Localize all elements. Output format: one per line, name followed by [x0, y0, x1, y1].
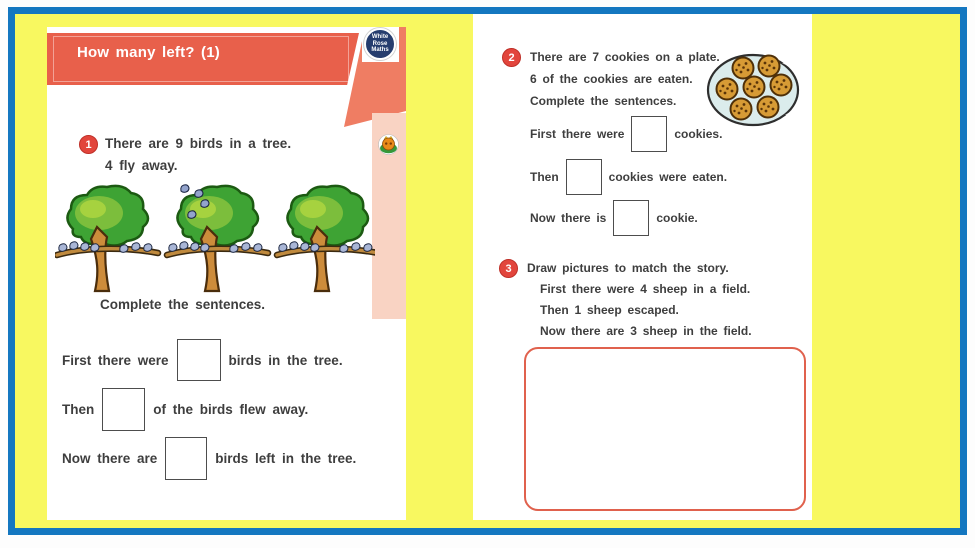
- sentence-after: of the birds flew away.: [153, 402, 309, 417]
- sentence-before: First there were: [530, 127, 625, 141]
- instruction-text: Complete the sentences.: [100, 297, 266, 312]
- logo-line: White: [371, 34, 389, 41]
- sentence-row: [62, 388, 308, 431]
- white-rose-maths-logo: [362, 27, 399, 62]
- sentence-before: Then: [62, 402, 95, 417]
- answer-box[interactable]: [613, 200, 649, 236]
- answer-box[interactable]: [165, 437, 207, 480]
- drawing-area[interactable]: [524, 347, 806, 511]
- question-number: 1: [85, 138, 92, 151]
- question1-line1: There are 9 birds in a tree.: [105, 136, 292, 151]
- answer-box[interactable]: [177, 339, 221, 381]
- question-number-badge: [499, 259, 518, 278]
- mascot-icon: [378, 134, 399, 155]
- sentence-row: [62, 339, 343, 381]
- question3-story-line: Now there are 3 sheep in the field.: [540, 324, 752, 338]
- sentence-after: cookies.: [674, 127, 723, 141]
- question-number: 3: [505, 262, 512, 275]
- question3-prompt: Draw pictures to match the story.: [527, 261, 729, 275]
- sentence-after: cookies were eaten.: [608, 170, 728, 184]
- sentence-before: Now there are: [62, 451, 158, 466]
- sentence-row: [62, 437, 356, 480]
- question2-line2: 6 of the cookies are eaten.: [530, 72, 693, 86]
- question-number: 2: [508, 51, 515, 64]
- question2-line3: Complete the sentences.: [530, 94, 677, 108]
- question3-story-line: Then 1 sheep escaped.: [540, 303, 679, 317]
- answer-box[interactable]: [631, 116, 667, 152]
- worksheet-page-right: [473, 14, 812, 520]
- sentence-before: Now there is: [530, 211, 607, 225]
- sentence-after: birds in the tree.: [228, 352, 343, 368]
- page-title: How many left? (1): [77, 44, 220, 61]
- logo-line: Rose: [372, 40, 388, 47]
- worksheet-page-left: [47, 27, 406, 520]
- logo-line: Maths: [371, 47, 389, 54]
- sentence-after: cookie.: [656, 211, 698, 225]
- question3-story-line: First there were 4 sheep in a field.: [540, 282, 751, 296]
- question-number-badge: [502, 48, 521, 67]
- answer-box[interactable]: [102, 388, 145, 431]
- trees-illustration: [55, 183, 375, 302]
- logo-text: [371, 34, 388, 54]
- question-number-badge: [79, 135, 98, 154]
- question1-line2: 4 fly away.: [105, 158, 178, 173]
- sentence-row: [530, 200, 698, 236]
- question2-line1: There are 7 cookies on a plate.: [530, 50, 720, 64]
- sentence-before: Then: [530, 170, 559, 184]
- sentence-row: [530, 116, 722, 152]
- answer-box[interactable]: [566, 159, 602, 195]
- sentence-after: birds left in the tree.: [215, 451, 357, 466]
- sentence-row: [530, 159, 727, 195]
- sentence-before: First there were: [62, 352, 169, 368]
- logo-circle: [364, 28, 396, 60]
